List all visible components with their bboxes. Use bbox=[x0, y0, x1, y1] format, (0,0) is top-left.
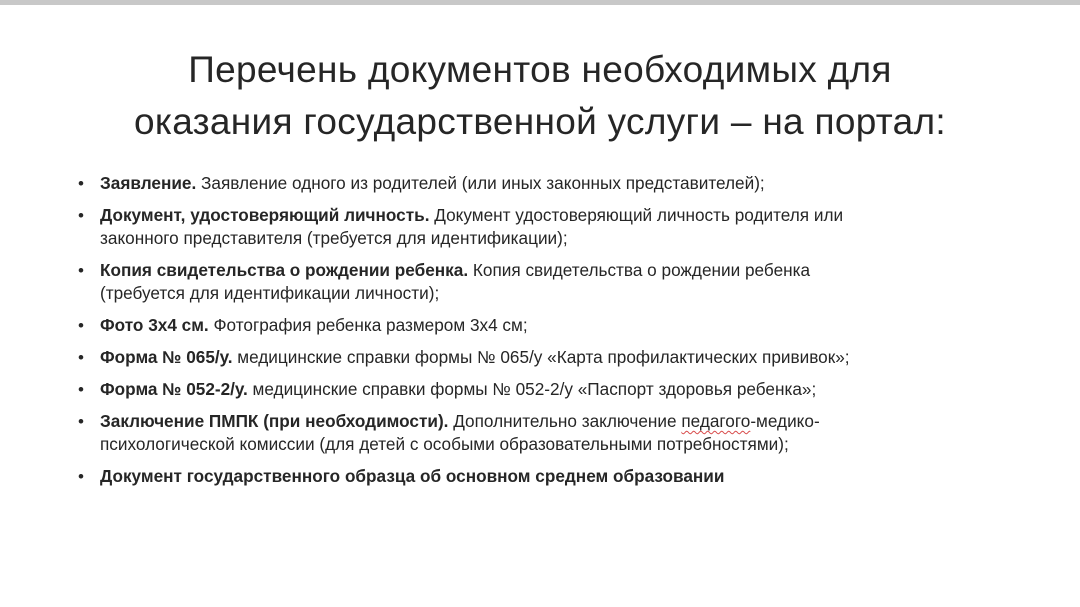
item-text-continued: законного представителя (требуется для идентификации); bbox=[100, 228, 568, 248]
item-heading: Форма № 065/у. bbox=[100, 347, 233, 367]
title-line-1: Перечень документов необходимых для bbox=[188, 49, 892, 90]
item-text-after: -медико- bbox=[750, 411, 820, 431]
list-item-form-065 bbox=[78, 346, 1058, 369]
item-heading: Документ, удостоверяющий личность. bbox=[100, 205, 430, 225]
item-text: Копия свидетельства о рождении ребенка bbox=[468, 260, 811, 280]
item-heading: Документ государственного образца об основном среднем образовании bbox=[100, 466, 725, 486]
list-item-birth-certificate bbox=[78, 259, 1058, 305]
item-heading: Копия свидетельства о рождении ребенка. bbox=[100, 260, 469, 280]
top-border bbox=[0, 0, 1080, 5]
list-item-photo bbox=[78, 314, 1058, 337]
item-heading: Заявление. bbox=[100, 173, 197, 193]
item-text: Фотография ребенка размером 3х4 см; bbox=[208, 315, 528, 335]
item-text: Дополнительно заключение bbox=[448, 411, 682, 431]
spellcheck-flagged-word: педагого bbox=[681, 411, 751, 431]
item-text: Документ удостоверяющий личность родителя или bbox=[429, 205, 844, 225]
item-text: медицинские справки формы № 052-2/у «Паспорт здоровья ребенка»; bbox=[247, 379, 817, 399]
item-text-continued: (требуется для идентификации личности); bbox=[100, 283, 440, 303]
document-list bbox=[78, 172, 1058, 497]
list-item-identity-document bbox=[78, 204, 1058, 250]
item-text: медицинские справки формы № 065/у «Карта профилактических прививок»; bbox=[232, 347, 850, 367]
item-text-continued: психологической комиссии (для детей с особыми образовательными потребностями); bbox=[100, 434, 789, 454]
list-item-pmpk-conclusion bbox=[78, 410, 1058, 456]
list-item-education-document bbox=[78, 465, 1058, 488]
item-heading: Фото 3х4 см. bbox=[100, 315, 209, 335]
slide-title bbox=[40, 44, 1040, 148]
list-item-form-052 bbox=[78, 378, 1058, 401]
item-heading: Заключение ПМПК (при необходимости). bbox=[100, 411, 449, 431]
list-item-application bbox=[78, 172, 1058, 195]
item-heading: Форма № 052-2/у. bbox=[100, 379, 248, 399]
title-line-2: оказания государственной услуги – на портал: bbox=[134, 101, 946, 142]
item-text: Заявление одного из родителей (или иных законных представителей); bbox=[196, 173, 765, 193]
